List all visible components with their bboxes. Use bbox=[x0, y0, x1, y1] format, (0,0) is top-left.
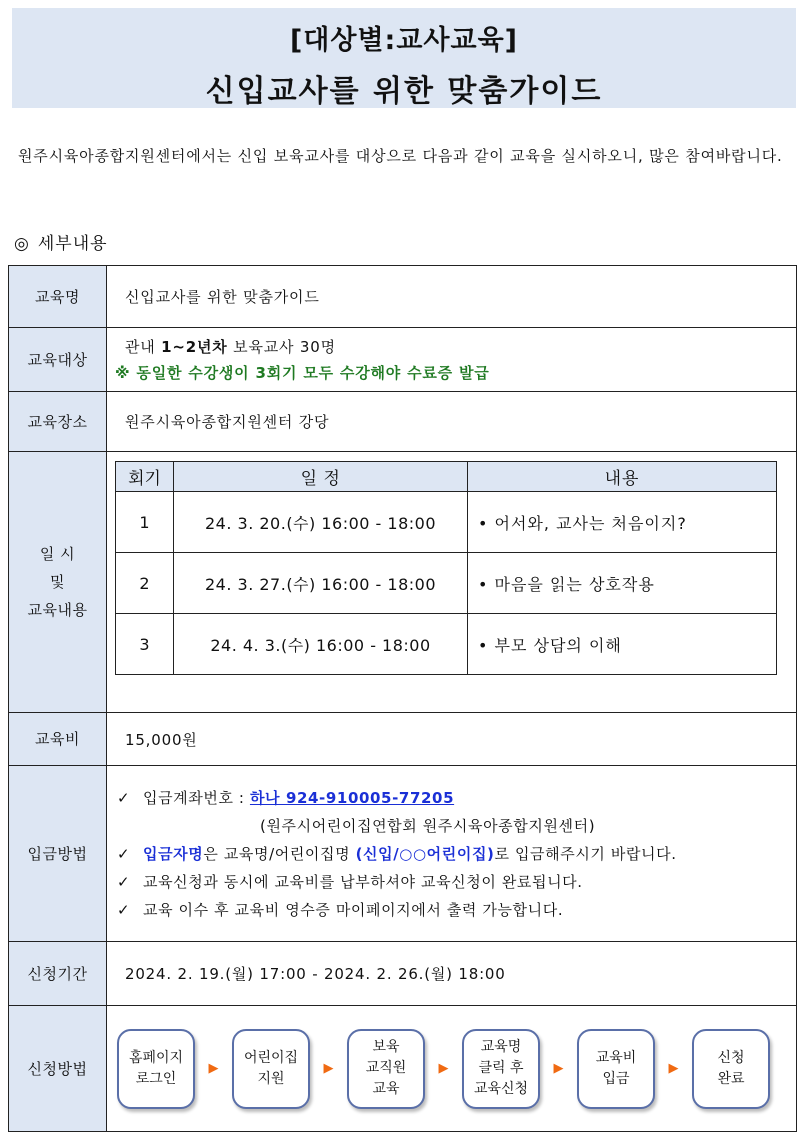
session-number: 2 bbox=[116, 553, 174, 614]
step-text: 완료 bbox=[717, 1070, 745, 1087]
row-course-name bbox=[9, 266, 797, 328]
value-payment bbox=[107, 766, 797, 942]
check-icon: ✓ bbox=[117, 788, 131, 807]
step-text: 어린이집 bbox=[243, 1049, 299, 1066]
schedule-cell bbox=[107, 452, 797, 713]
label-target: 교육대상 bbox=[9, 328, 107, 392]
row-method bbox=[9, 1006, 797, 1132]
label-course-name: 교육명 bbox=[9, 266, 107, 328]
step-text: 로그인 bbox=[135, 1070, 177, 1087]
target-post: 보육교사 30명 bbox=[227, 337, 336, 356]
page-title: 신입교사를 위한 맞춤가이드 bbox=[205, 74, 603, 109]
row-schedule bbox=[9, 452, 797, 713]
step-text: 홈페이지 bbox=[128, 1049, 184, 1066]
depositor-name-label: 입금자명 bbox=[143, 844, 204, 863]
value-method bbox=[107, 1006, 797, 1132]
step-course-apply bbox=[462, 1029, 540, 1109]
header-date: 일 정 bbox=[174, 462, 468, 492]
arrow-right-icon: ▶ bbox=[438, 1061, 449, 1076]
payment-line-receipt bbox=[117, 896, 796, 924]
table-row bbox=[116, 492, 777, 553]
apply-flow bbox=[117, 1007, 796, 1131]
session-content: • 마음을 읽는 상호작용 bbox=[468, 553, 777, 614]
value-course-name: 신입교사를 위한 맞춤가이드 bbox=[107, 266, 797, 328]
schedule-table bbox=[115, 461, 777, 675]
row-period bbox=[9, 942, 797, 1006]
step-text: 교직원 bbox=[365, 1060, 407, 1076]
step-complete bbox=[692, 1029, 770, 1109]
session-content: • 부모 상담의 이해 bbox=[468, 614, 777, 675]
table-row bbox=[116, 553, 777, 614]
arrow-right-icon: ▶ bbox=[553, 1061, 564, 1076]
label-fee: 교육비 bbox=[9, 713, 107, 766]
check-icon: ✓ bbox=[117, 900, 131, 919]
label-place: 교육장소 bbox=[9, 392, 107, 452]
label-schedule-1: 일 시 bbox=[39, 545, 76, 563]
check-icon: ✓ bbox=[117, 872, 131, 891]
payment-line-account bbox=[117, 784, 796, 812]
payment-notice: 교육신청과 동시에 교육비를 납부하셔야 교육신청이 완료됩니다. bbox=[143, 872, 583, 891]
session-date: 24. 4. 3.(수) 16:00 - 18:00 bbox=[174, 614, 468, 675]
target-pre: 관내 bbox=[125, 337, 162, 356]
label-schedule bbox=[9, 452, 107, 713]
session-content: • 어서와, 교사는 처음이지? bbox=[468, 492, 777, 553]
step-text: 신청 bbox=[717, 1049, 745, 1066]
step-text: 교육 bbox=[372, 1081, 400, 1097]
table-row bbox=[116, 614, 777, 675]
arrow-right-icon: ▶ bbox=[668, 1061, 679, 1076]
row-place bbox=[9, 392, 797, 452]
step-text: 지원 bbox=[257, 1070, 285, 1087]
value-place: 원주시육아종합지원센터 강당 bbox=[107, 392, 797, 452]
account-number: 하나 924-910005-77205 bbox=[249, 788, 455, 807]
step-staff-education bbox=[347, 1029, 425, 1109]
arrow-right-icon: ▶ bbox=[323, 1061, 334, 1076]
label-method: 신청방법 bbox=[9, 1006, 107, 1132]
step-fee-payment bbox=[577, 1029, 655, 1109]
session-date: 24. 3. 20.(수) 16:00 - 18:00 bbox=[174, 492, 468, 553]
section-title: 세부내용 bbox=[37, 234, 108, 254]
depositor-format: (신입/○○어린이집) bbox=[355, 844, 495, 863]
payment-line-notice bbox=[117, 868, 796, 896]
session-number: 3 bbox=[116, 614, 174, 675]
header-session: 회기 bbox=[116, 462, 174, 492]
step-text: 교육비 bbox=[595, 1049, 637, 1066]
value-target bbox=[107, 328, 797, 392]
target-years: 1~2년차 bbox=[161, 337, 228, 356]
label-payment: 입금방법 bbox=[9, 766, 107, 942]
row-payment bbox=[9, 766, 797, 942]
label-schedule-3: 교육내용 bbox=[27, 601, 88, 619]
step-text: 클릭 후 bbox=[478, 1060, 524, 1076]
payment-line-depositor bbox=[117, 840, 796, 868]
step-login bbox=[117, 1029, 195, 1109]
value-fee: 15,000원 bbox=[107, 713, 797, 766]
details-table bbox=[8, 265, 797, 1132]
receipt-notice: 교육 이수 후 교육비 영수증 마이페이지에서 출력 가능합니다. bbox=[143, 900, 564, 919]
account-holder: (원주시어린이집연합회 원주시육아종합지원센터) bbox=[260, 816, 596, 835]
depositor-post: 로 입금해주시기 바랍니다. bbox=[494, 844, 677, 863]
step-text: 교육명 bbox=[480, 1039, 522, 1055]
double-circle-icon: ◎ bbox=[14, 234, 30, 254]
label-schedule-2: 및 bbox=[50, 573, 65, 591]
step-daycare-support bbox=[232, 1029, 310, 1109]
step-text: 교육신청 bbox=[473, 1081, 529, 1097]
header-content: 내용 bbox=[468, 462, 777, 492]
schedule-header-row bbox=[116, 462, 777, 492]
session-date: 24. 3. 27.(수) 16:00 - 18:00 bbox=[174, 553, 468, 614]
account-label: 입금계좌번호 : bbox=[143, 788, 250, 807]
step-text: 보육 bbox=[372, 1039, 400, 1055]
payment-line-holder bbox=[117, 812, 796, 840]
value-period: 2024. 2. 19.(월) 17:00 - 2024. 2. 26.(월) 18:00 bbox=[107, 942, 797, 1006]
title-category: [대상별:교사교육] bbox=[289, 25, 519, 56]
row-target bbox=[9, 328, 797, 392]
session-number: 1 bbox=[116, 492, 174, 553]
row-fee bbox=[9, 713, 797, 766]
target-note: ※ 동일한 수강생이 3회기 모두 수강해야 수료증 발급 bbox=[115, 363, 490, 382]
intro-text: 원주시육아종합지원센터에서는 신입 보육교사를 대상으로 다음과 같이 교육을 실시하오니, 많은 참여바랍니다. bbox=[18, 147, 783, 165]
label-period: 신청기간 bbox=[9, 942, 107, 1006]
section-heading bbox=[14, 229, 108, 254]
check-icon: ✓ bbox=[117, 844, 131, 863]
title-banner bbox=[12, 8, 796, 108]
arrow-right-icon: ▶ bbox=[208, 1061, 219, 1076]
step-text: 입금 bbox=[602, 1070, 630, 1087]
depositor-mid: 은 교육명/어린이집명 bbox=[203, 844, 356, 863]
